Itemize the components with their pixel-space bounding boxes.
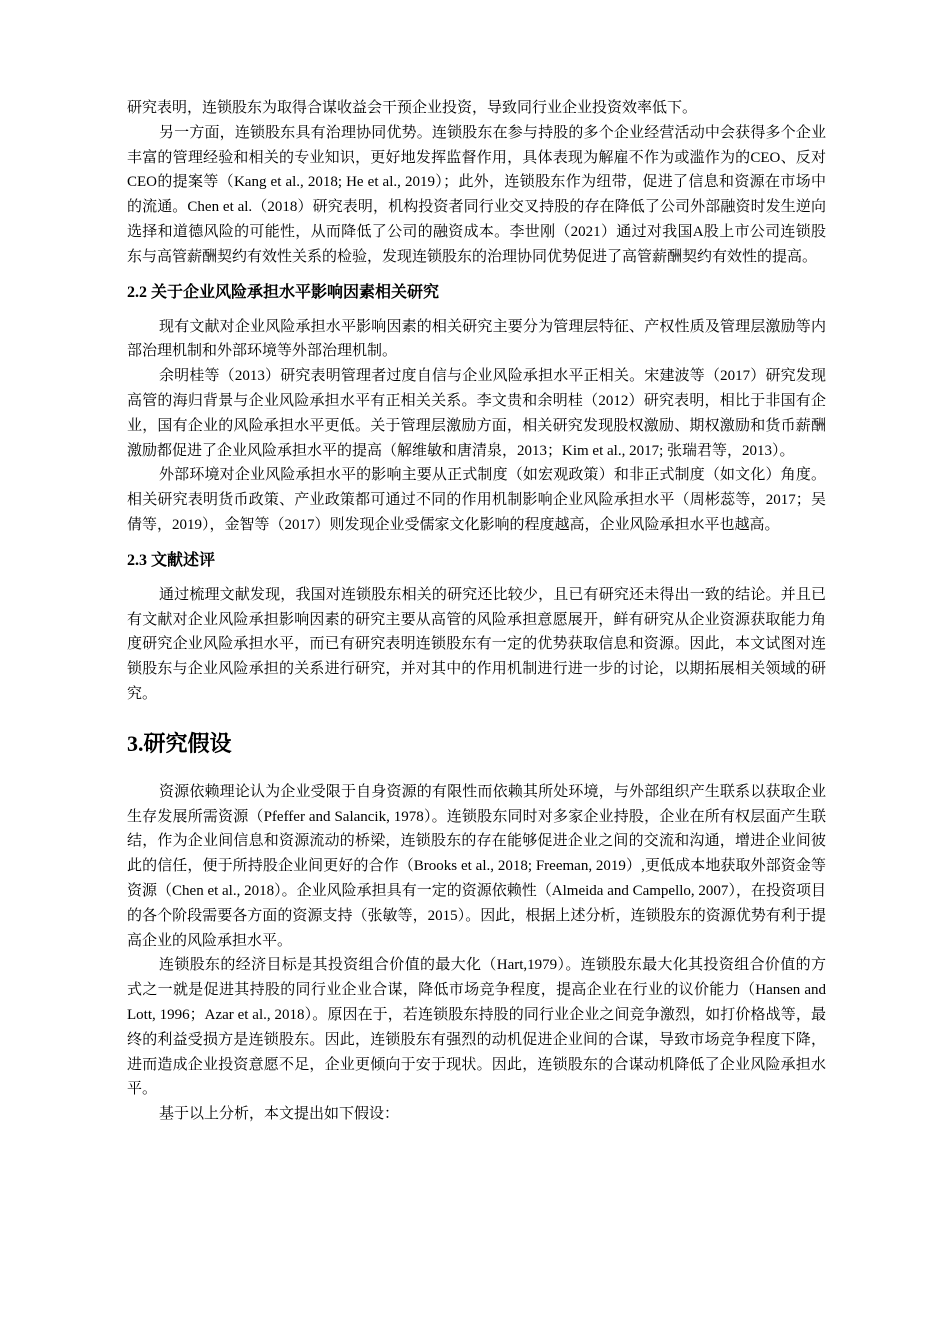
paragraph: 连锁股东的经济目标是其投资组合价值的最大化（Hart,1979）。连锁股东最大化其投资组合价值的方式之一就是促进其持股的同行业企业合谋，降低市场竞争程度，提高企业在行业的议价能力（Hansen and Lott, 1996；Azar et al., 2018）。原因在于，若连锁股东持股的同行业企业之间竞争激烈，如打价格战等，最终的利益受损方是连锁股东。因此，连锁股东有强烈的动机促进企业间的合谋，导致市场竞争程度下降，进而造成企业投资意愿不足，企业更倾向于安于现状。因此，连锁股东的合谋动机降低了企业风险承担水平。 xyxy=(127,957,826,1098)
paragraph: 外部环境对企业风险承担水平的影响主要从正式制度（如宏观政策）和非正式制度（如文化）角度。相关研究表明货币政策、产业政策都可通过不同的作用机制影响企业风险承担水平（周彬蕊等，2017；吴倩等，2019），金智等（2017）则发现企业受儒家文化影响的程度越高，企业风险承担水平也越高。 xyxy=(127,467,826,533)
paragraph: 基于以上分析，本文提出如下假设： xyxy=(159,1106,400,1123)
paragraph: 另一方面，连锁股东具有治理协同优势。连锁股东在参与持股的多个企业经营活动中会获得多个企业丰富的管理经验和相关的专业知识，更好地发挥监督作用，具体表现为解雇不作为或滥作为的CEO、反对CEO的提案等（Kang et al., 2018; He et al., 2019）；此外，连锁股东作为纽带，促进了信息和资源在市场中的流通。Chen et al.（2018）研究表明，机构投资者同行业交叉持股的存在降低了公司外部融资时发生逆向选择和道德风险的可能性，从而降低了公司的融资成本。李世刚（2021）通过对我国A股上市公司连锁股东与高管薪酬契约有效性关系的检验，发现连锁股东的治理协同优势促进了高管薪酬契约有效性的提高。 xyxy=(127,124,826,265)
paragraph: 资源依赖理论认为企业受限于自身资源的有限性而依赖其所处环境，与外部组织产生联系以获取企业生存发展所需资源（Pfeffer and Salancik, 1978）。连锁股东同时对多家企业持股，企业在所有权层面产生联结，作为企业间信息和资源流动的桥梁，连锁股东的存在能够促进企业之间的交流和沟通，增进企业间彼此的信任，便于所持股企业间更好的合作（Brooks et al., 2018; Freeman, 2019）,更低成本地获取外部资金等资源（Chen et al., 2018）。企业风险承担具有一定的资源依赖性（Almeida and Campello, 2007），在投资项目的各个阶段需要各方面的资源支持（张敏等，2015）。因此，根据上述分析，连锁股东的资源优势有利于提高企业的风险承担水平。 xyxy=(127,783,826,949)
chapter-heading-3: 3.研究假设 xyxy=(127,730,232,756)
paragraph: 通过梳理文献发现，我国对连锁股东相关的研究还比较少，且已有研究还未得出一致的结论。并且已有文献对企业风险承担影响因素的研究主要从高管的风险承担意愿展开，鲜有研究从企业资源获取能力角度研究企业风险承担水平，而已有研究表明连锁股东有一定的优势获取信息和资源。因此，本文试图对连锁股东与企业风险承担的关系进行研究，并对其中的作用机制进行进一步的讨论，以期拓展相关领域的研究。 xyxy=(127,586,826,702)
paragraph: 余明桂等（2013）研究表明管理者过度自信与企业风险承担水平正相关。宋建波等（2017）研究发现高管的海归背景与企业风险承担水平有正相关关系。李文贵和余明桂（2012）研究表明，相比于非国有企业，国有企业的风险承担水平更低。关于管理层激励方面，相关研究发现股权激励、期权激励和货币薪酬激励都促进了企业风险承担水平的提高（解维敏和唐清泉，2013；Kim et al., 2017; 张瑞君等，2013）。 xyxy=(127,368,826,459)
paragraph: 现有文献对企业风险承担水平影响因素的相关研究主要分为管理层特征、产权性质及管理层激励等内部治理机制和外部环境等外部治理机制。 xyxy=(127,318,826,360)
paragraph: 研究表明，连锁股东为取得合谋收益会干预企业投资，导致同行业企业投资效率低下。 xyxy=(127,100,698,116)
section-heading-2-2: 2.2 关于企业风险承担水平影响因素相关研究 xyxy=(127,283,440,301)
section-heading-2-3: 2.3 文献述评 xyxy=(127,551,216,569)
